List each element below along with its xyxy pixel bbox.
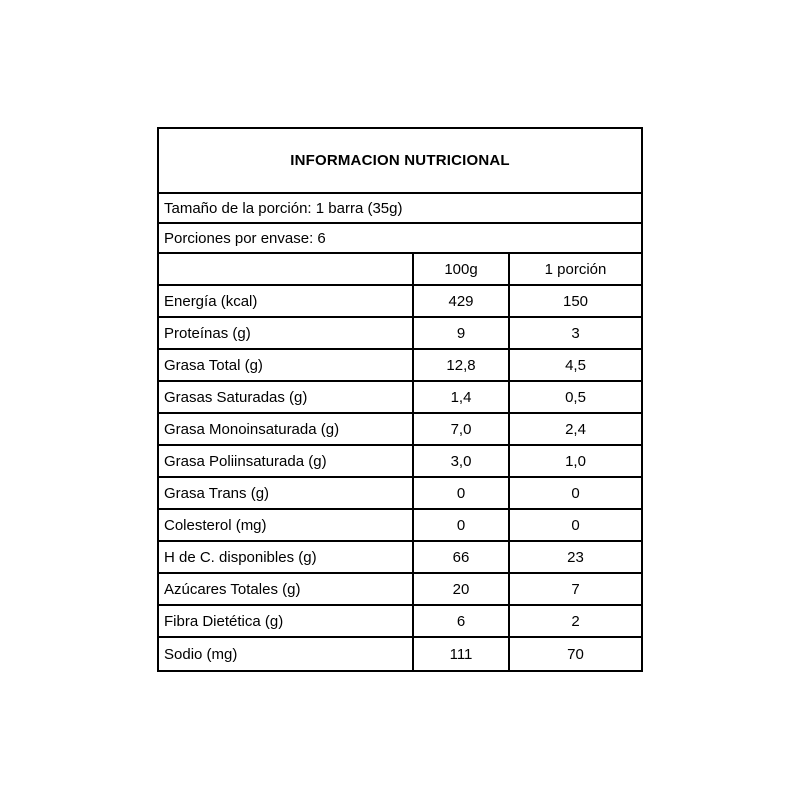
value-portion: 7 (571, 580, 580, 598)
value-100g: 0 (414, 510, 510, 540)
value-portion: 150 (562, 292, 589, 310)
nutrient-name: Azúcares Totales (g) (159, 574, 414, 604)
table-row (159, 414, 641, 446)
value-100g: 6 (414, 606, 510, 636)
value-portion: 70 (567, 645, 584, 663)
table-row (159, 382, 641, 414)
value-portion: 0,5 (565, 388, 586, 406)
column-header-row (159, 254, 641, 286)
value-portion: 2,4 (565, 420, 586, 438)
value-portion: 4,5 (565, 356, 586, 374)
value-portion: 3 (571, 324, 580, 342)
value-100g: 20 (414, 574, 510, 604)
nutrient-name: Fibra Dietética (g) (159, 606, 414, 636)
nutrient-name: Colesterol (mg) (159, 510, 414, 540)
column-header-100g: 100g (414, 254, 510, 284)
value-portion: 23 (567, 548, 584, 566)
nutrient-name: Grasa Trans (g) (159, 478, 414, 508)
servings-per-container: Porciones por envase: 6 (159, 224, 641, 254)
table-row (159, 350, 641, 382)
table-row (159, 574, 641, 606)
value-100g: 66 (414, 542, 510, 572)
value-100g: 1,4 (414, 382, 510, 412)
value-portion: 2 (571, 612, 580, 630)
nutrient-name: Proteínas (g) (159, 318, 414, 348)
nutrient-name: Energía (kcal) (159, 286, 414, 316)
value-100g: 111 (414, 638, 510, 670)
value-100g: 0 (414, 478, 510, 508)
value-100g: 429 (414, 286, 510, 316)
nutrient-name: Grasas Saturadas (g) (159, 382, 414, 412)
nutrition-facts-table (157, 127, 643, 672)
serving-size: Tamaño de la porción: 1 barra (35g) (159, 194, 641, 224)
table-row (159, 606, 641, 638)
value-100g: 3,0 (414, 446, 510, 476)
value-100g: 9 (414, 318, 510, 348)
value-100g: 12,8 (414, 350, 510, 380)
value-portion: 0 (571, 484, 580, 502)
nutrient-name: Grasa Poliinsaturada (g) (159, 446, 414, 476)
table-row (159, 446, 641, 478)
nutrient-name: H de C. disponibles (g) (159, 542, 414, 572)
table-row (159, 510, 641, 542)
table-row (159, 318, 641, 350)
value-portion: 1,0 (565, 452, 586, 470)
column-header-name (159, 254, 414, 284)
nutrient-name: Grasa Total (g) (159, 350, 414, 380)
table-title: INFORMACION NUTRICIONAL (159, 129, 641, 194)
nutrient-name: Sodio (mg) (159, 638, 414, 670)
column-header-portion: 1 porción (544, 260, 607, 278)
nutrient-name: Grasa Monoinsaturada (g) (159, 414, 414, 444)
table-row (159, 542, 641, 574)
value-100g: 7,0 (414, 414, 510, 444)
table-row (159, 478, 641, 510)
value-portion: 0 (571, 516, 580, 534)
table-row (159, 638, 641, 670)
table-row (159, 286, 641, 318)
